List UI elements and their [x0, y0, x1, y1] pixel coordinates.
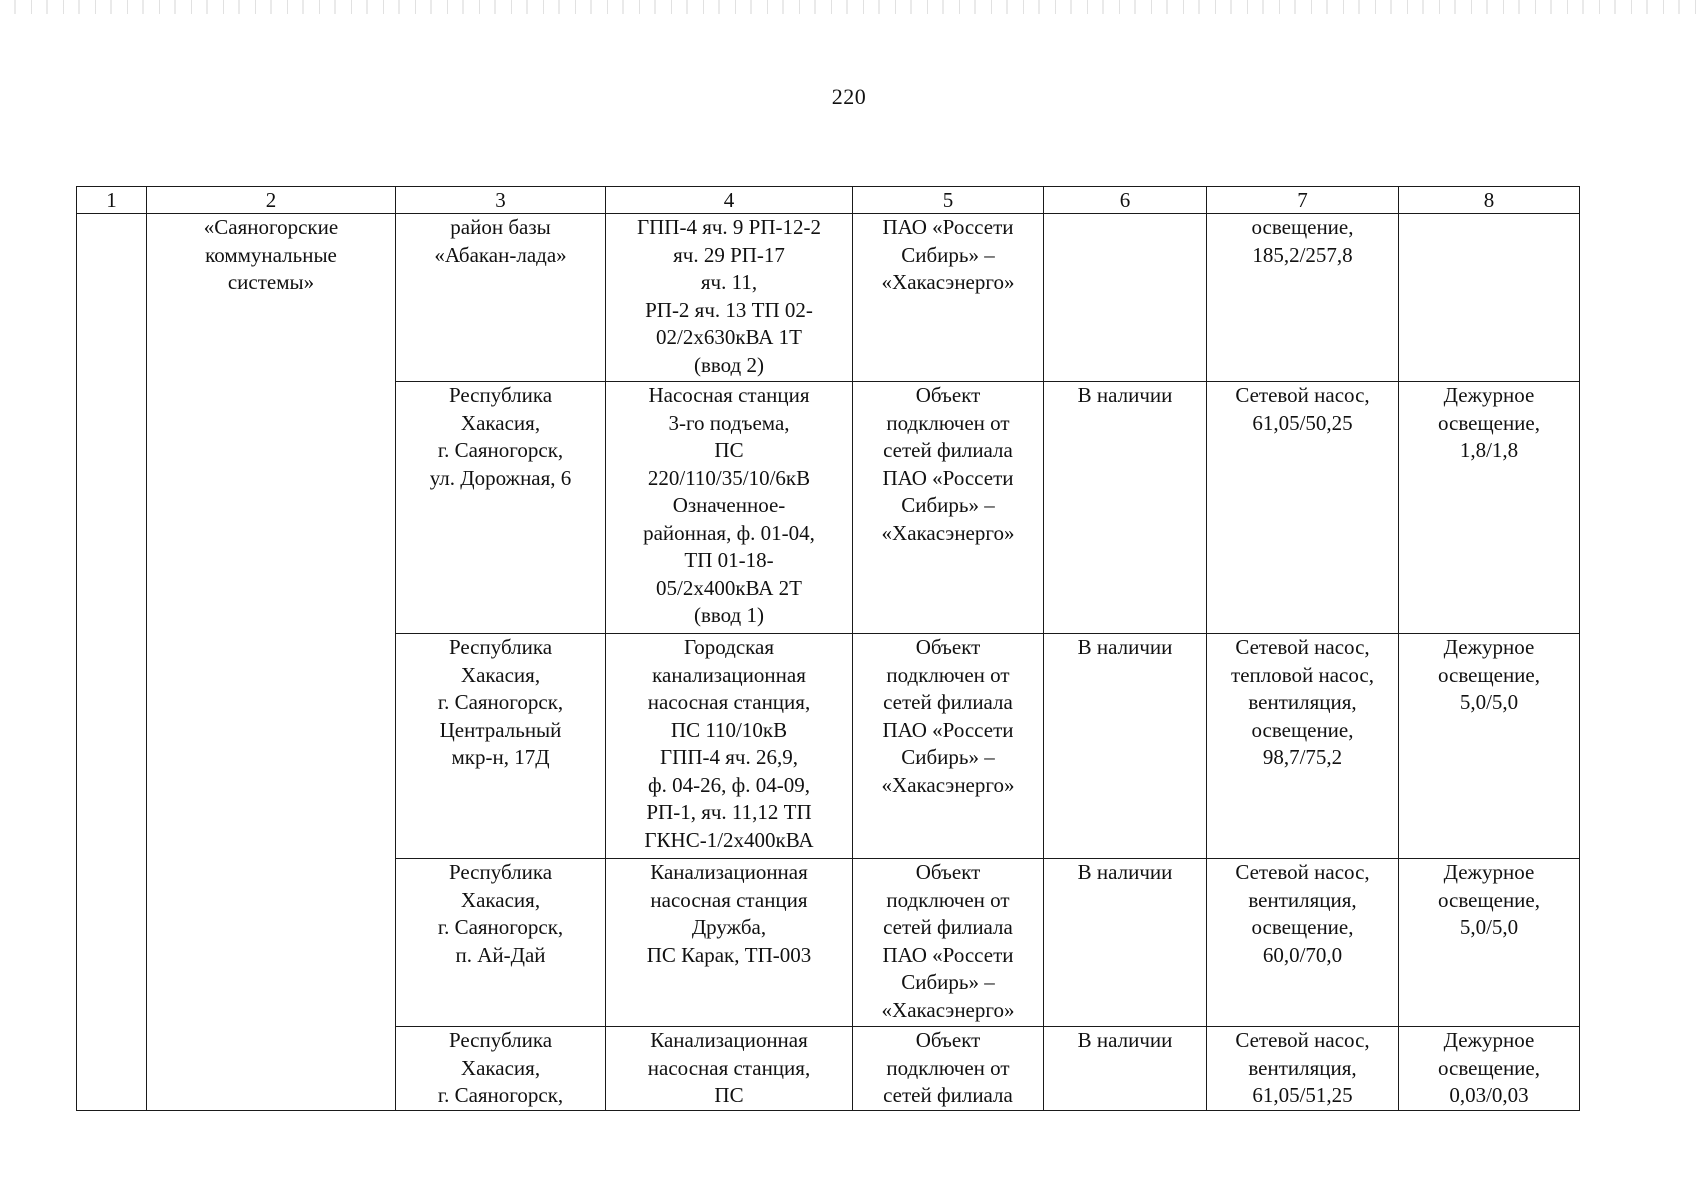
supply-cell [853, 1027, 1044, 1111]
object-line: Канализационная [650, 860, 808, 884]
supply-cell [853, 634, 1044, 859]
object-cell [606, 214, 853, 382]
backup-line: 5,0/5,0 [1459, 915, 1519, 939]
supply-line: сетей филиала [883, 438, 1013, 462]
backup-line: 5,0/5,0 [1459, 690, 1519, 714]
object-line: ГКНС-1/2х400кВА [644, 827, 814, 852]
table-row [77, 214, 1580, 382]
backup-cell [1399, 1027, 1580, 1111]
supply-line: Объект [915, 860, 981, 884]
backup-line: 1,8/1,8 [1459, 438, 1519, 462]
supply-line: Сибирь» – [901, 970, 995, 994]
supply-line: «Хакасэнерго» [881, 520, 1015, 545]
address-line: г. Саяногорск, [437, 1083, 564, 1107]
supply-line: «Хакасэнерго» [881, 997, 1015, 1022]
supply-line: подключен от [886, 1055, 1010, 1080]
address-line: г. Саяногорск, [437, 915, 564, 939]
address-cell [396, 859, 606, 1027]
object-line: ПС Карак, ТП-003 [646, 942, 812, 967]
supply-line: Объект [915, 635, 981, 659]
object-line: ПС [714, 1083, 744, 1107]
backup-line: Дежурное [1443, 860, 1535, 884]
column-header: 1 [77, 187, 147, 214]
supply-line: подключен от [886, 662, 1010, 687]
backup-line: Дежурное [1443, 1028, 1535, 1052]
availability-line: В наличии [1077, 383, 1173, 407]
load-line: 61,05/51,25 [1252, 1083, 1353, 1107]
load-line: Сетевой насос, [1235, 860, 1370, 884]
supply-cell [853, 214, 1044, 382]
supply-line: Сибирь» – [901, 745, 995, 769]
availability-line: В наличии [1077, 1028, 1173, 1052]
backup-cell [1399, 634, 1580, 859]
supply-cell [853, 382, 1044, 634]
load-line: Сетевой насос, [1235, 635, 1370, 659]
object-line: ГПП-4 яч. 9 РП-12-2 [636, 215, 822, 239]
supply-cell [853, 859, 1044, 1027]
availability-cell [1044, 382, 1207, 634]
backup-line: освещение, [1438, 1055, 1540, 1080]
object-line: Дружба, [691, 915, 767, 939]
object-line: РП-2 яч. 13 ТП 02- [645, 297, 813, 322]
object-cell [606, 634, 853, 859]
load-line: освещение, [1251, 915, 1354, 939]
address-line: Хакасия, [460, 1055, 541, 1080]
load-line: Сетевой насос, [1235, 1028, 1370, 1052]
backup-cell [1399, 382, 1580, 634]
address-line: г. Саяногорск, [437, 690, 564, 714]
load-line: вентиляция, [1248, 1055, 1357, 1080]
availability-cell [1044, 1027, 1207, 1111]
availability-cell [1044, 859, 1207, 1027]
object-cell [606, 382, 853, 634]
object-line: яч. 29 РП-17 [673, 242, 785, 267]
object-line: 220/110/35/10/6кВ [647, 465, 811, 490]
object-line: яч. 11, [700, 270, 758, 294]
backup-cell [1399, 214, 1580, 382]
supply-line: подключен от [886, 410, 1010, 435]
address-line: район базы [450, 215, 551, 239]
organization-line: «Саяногорские [203, 215, 339, 239]
object-line: ПС [714, 438, 744, 462]
load-line: вентиляция, [1248, 690, 1357, 714]
address-cell [396, 634, 606, 859]
column-header: 8 [1399, 187, 1580, 214]
supply-line: Сибирь» – [901, 493, 995, 517]
address-line: Республика [448, 383, 553, 407]
object-line: РП-1, яч. 11,12 ТП [646, 800, 812, 824]
object-line: ф. 04-26, ф. 04-09, [648, 772, 810, 797]
supply-line: сетей филиала [883, 915, 1013, 939]
supply-line: подключен от [886, 887, 1010, 912]
backup-cell [1399, 859, 1580, 1027]
supply-line: ПАО «Россети [882, 942, 1014, 967]
header-row [77, 187, 1580, 214]
page-number: 220 [831, 84, 867, 109]
object-line: Означенное- [672, 493, 786, 517]
column-header: 4 [606, 187, 853, 214]
object-line: Насосная станция [648, 383, 810, 407]
supply-line: «Хакасэнерго» [881, 270, 1015, 294]
column-header: 5 [853, 187, 1044, 214]
address-line: Центральный [439, 717, 562, 742]
organization-cell [147, 214, 396, 1111]
load-cell [1207, 634, 1399, 859]
number-cell [77, 214, 147, 1111]
load-line: 185,2/257,8 [1252, 242, 1353, 267]
load-line: освещение, [1251, 215, 1354, 239]
address-line: «Абакан-лада» [434, 242, 567, 267]
address-line: Хакасия, [460, 887, 541, 912]
load-line: Сетевой насос, [1235, 383, 1370, 407]
object-line: 3-го подъема, [668, 410, 790, 435]
address-line: г. Саяногорск, [437, 438, 564, 462]
load-cell [1207, 214, 1399, 382]
column-header: 7 [1207, 187, 1399, 214]
column-header: 2 [147, 187, 396, 214]
object-line: ТП 01-18- [684, 548, 774, 572]
object-line: (ввод 2) [693, 352, 764, 377]
address-line: Хакасия, [460, 410, 541, 435]
supply-line: Объект [915, 383, 981, 407]
supply-line: ПАО «Россети [882, 717, 1014, 742]
object-line: ГПП-4 яч. 26,9, [660, 745, 798, 769]
load-line: 98,7/75,2 [1262, 745, 1343, 769]
supply-line: ПАО «Россети [882, 465, 1014, 490]
backup-line: освещение, [1438, 662, 1540, 687]
load-line: 61,05/50,25 [1252, 410, 1353, 435]
address-line: Республика [448, 635, 553, 659]
availability-cell [1044, 634, 1207, 859]
column-header: 3 [396, 187, 606, 214]
object-cell [606, 1027, 853, 1111]
object-line: насосная станция, [647, 1055, 811, 1080]
load-line: освещение, [1251, 717, 1354, 742]
availability-cell [1044, 214, 1207, 382]
data-table [76, 186, 1580, 1111]
object-line: Канализационная [650, 1028, 808, 1052]
address-line: п. Ай-Дай [455, 942, 546, 967]
supply-line: Объект [915, 1028, 981, 1052]
load-line: вентиляция, [1248, 887, 1357, 912]
availability-line: В наличии [1077, 635, 1173, 659]
object-line: 02/2х630кВА 1Т [656, 325, 802, 349]
backup-line: освещение, [1438, 887, 1540, 912]
address-line: Республика [448, 1028, 553, 1052]
address-cell [396, 382, 606, 634]
organization-line: коммунальные [205, 242, 337, 267]
scan-edge-noise [0, 0, 1698, 14]
object-line: ПС 110/10кВ [670, 717, 788, 742]
object-line: районная, ф. 01-04, [643, 520, 815, 545]
load-line: 60,0/70,0 [1262, 942, 1343, 967]
address-line: ул. Дорожная, 6 [429, 465, 572, 490]
organization-line: системы» [227, 270, 315, 294]
backup-line: освещение, [1438, 410, 1540, 435]
load-line: тепловой насос, [1231, 662, 1374, 687]
load-cell [1207, 382, 1399, 634]
object-line: канализационная [652, 662, 806, 687]
column-header: 6 [1044, 187, 1207, 214]
object-line: Городская [683, 635, 775, 659]
address-line: Республика [448, 860, 553, 884]
supply-line: Сибирь» – [901, 242, 995, 267]
address-line: мкр-н, 17Д [451, 745, 550, 769]
supply-line: ПАО «Россети [882, 215, 1014, 239]
supply-line: сетей филиала [883, 690, 1013, 714]
object-line: (ввод 1) [693, 603, 764, 627]
supply-line: сетей филиала [883, 1083, 1013, 1107]
backup-line: 0,03/0,03 [1449, 1083, 1529, 1107]
backup-line: Дежурное [1443, 383, 1535, 407]
address-cell [396, 1027, 606, 1111]
address-line: Хакасия, [460, 662, 541, 687]
availability-line: В наличии [1077, 860, 1173, 884]
backup-line: Дежурное [1443, 635, 1535, 659]
object-line: насосная станция [650, 887, 808, 912]
supply-line: «Хакасэнерго» [881, 772, 1015, 797]
object-cell [606, 859, 853, 1027]
object-line: насосная станция, [647, 690, 811, 714]
load-cell [1207, 859, 1399, 1027]
load-cell [1207, 1027, 1399, 1111]
object-line: 05/2х400кВА 2Т [656, 575, 802, 600]
address-cell [396, 214, 606, 382]
